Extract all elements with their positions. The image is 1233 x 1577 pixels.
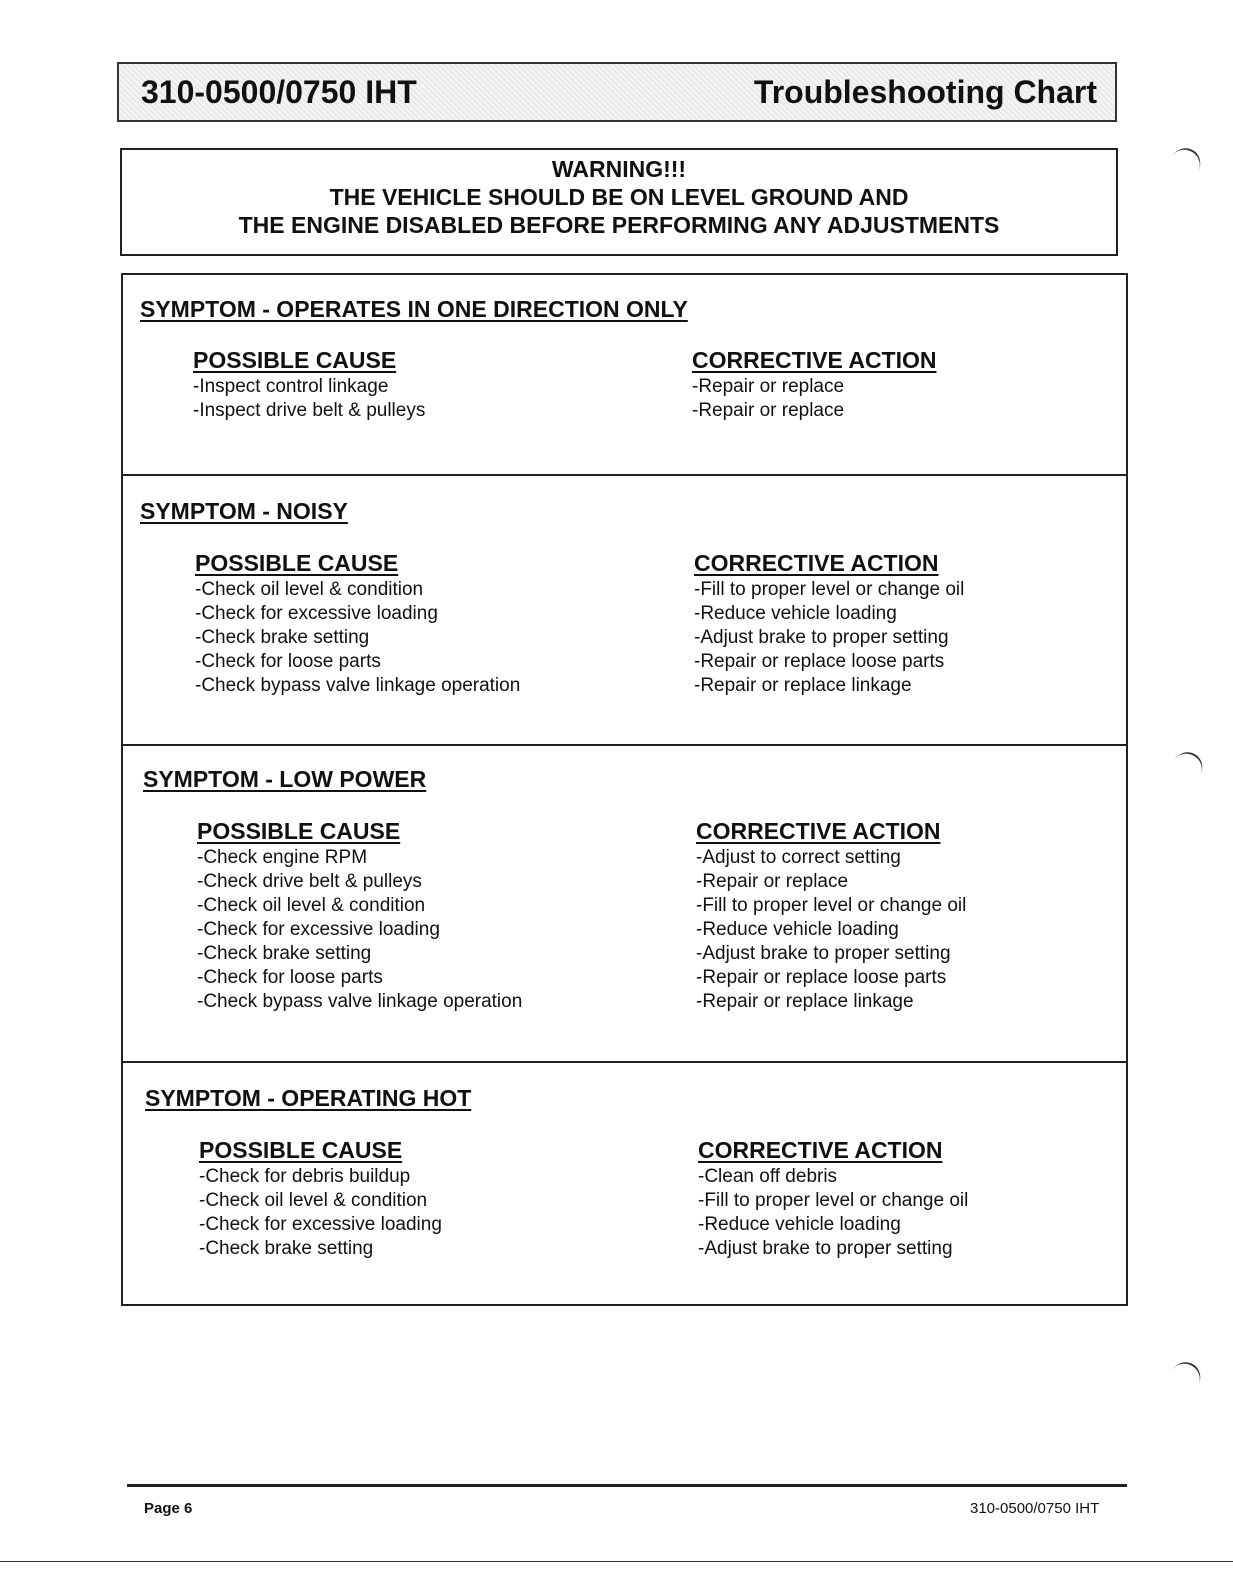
- action-item: -Repair or replace: [696, 871, 849, 892]
- cause-item: -Check brake setting: [195, 627, 370, 648]
- action-item: -Fill to proper level or change oil: [696, 895, 967, 916]
- cause-item: -Check engine RPM: [197, 847, 368, 868]
- cause-item: -Inspect drive belt & pulleys: [193, 400, 426, 421]
- cause-item: -Check bypass valve linkage operation: [197, 991, 523, 1012]
- punch-hole-mark: [1164, 143, 1206, 186]
- symptom-title: SYMPTOM - LOW POWER: [143, 766, 427, 792]
- action-heading: CORRECTIVE ACTION: [692, 347, 937, 373]
- action-item: -Fill to proper level or change oil: [694, 579, 965, 600]
- action-item: -Reduce vehicle loading: [696, 919, 899, 940]
- action-column: [698, 1135, 968, 1261]
- cause-item: -Check bypass valve linkage operation: [195, 675, 521, 696]
- cause-item: -Check for debris buildup: [199, 1166, 411, 1187]
- cause-heading: POSSIBLE CAUSE: [197, 818, 401, 844]
- action-item: -Adjust brake to proper setting: [696, 943, 951, 964]
- action-item: -Clean off debris: [698, 1166, 838, 1187]
- action-item: -Adjust to correct setting: [696, 847, 901, 868]
- cause-item: -Check oil level & condition: [195, 579, 424, 600]
- cause-item: -Check brake setting: [197, 943, 372, 964]
- action-item: -Repair or replace loose parts: [696, 967, 947, 988]
- bottom-divider: [0, 1561, 1233, 1562]
- action-item: -Repair or replace linkage: [696, 991, 914, 1012]
- action-heading: CORRECTIVE ACTION: [696, 818, 941, 844]
- symptom-section: [123, 744, 1126, 1061]
- warning-line-2: THE ENGINE DISABLED BEFORE PERFORMING ANY ADJUSTMENTS: [238, 212, 1000, 238]
- cause-item: -Check for excessive loading: [195, 603, 438, 624]
- symptom-title: SYMPTOM - OPERATING HOT: [145, 1085, 472, 1111]
- footer-model: 310-0500/0750 IHT: [970, 1500, 1100, 1517]
- action-item: -Repair or replace linkage: [694, 675, 912, 696]
- action-heading: CORRECTIVE ACTION: [694, 550, 939, 576]
- cause-item: -Check brake setting: [199, 1238, 374, 1259]
- page-number: Page 6: [144, 1500, 193, 1517]
- symptom-table: [121, 273, 1128, 1306]
- cause-column: [199, 1135, 442, 1261]
- warning-line-1: THE VEHICLE SHOULD BE ON LEVEL GROUND AND: [329, 184, 909, 210]
- symptom-section: [123, 275, 1126, 474]
- symptom-title: SYMPTOM - NOISY: [140, 498, 348, 524]
- punch-hole-mark: [1166, 747, 1208, 790]
- warning-heading: WARNING!!!: [551, 156, 687, 182]
- action-column: [696, 816, 966, 1014]
- cause-item: -Check oil level & condition: [197, 895, 426, 916]
- action-heading: CORRECTIVE ACTION: [698, 1137, 943, 1163]
- symptom-section: [123, 1061, 1126, 1306]
- model-title: 310-0500/0750 IHT: [141, 74, 417, 110]
- cause-item: -Check for excessive loading: [199, 1214, 442, 1235]
- action-item: -Repair or replace: [692, 400, 845, 421]
- action-item: -Repair or replace: [692, 376, 845, 397]
- action-item: -Fill to proper level or change oil: [698, 1190, 969, 1211]
- header-bar: [117, 62, 1117, 122]
- action-item: -Adjust brake to proper setting: [698, 1238, 953, 1259]
- action-item: -Reduce vehicle loading: [698, 1214, 901, 1235]
- footer-rule: [127, 1484, 1127, 1487]
- action-item: -Adjust brake to proper setting: [694, 627, 949, 648]
- cause-item: -Check for loose parts: [197, 967, 383, 988]
- cause-item: -Check for loose parts: [195, 651, 381, 672]
- cause-item: -Check oil level & condition: [199, 1190, 428, 1211]
- action-item: -Reduce vehicle loading: [694, 603, 897, 624]
- cause-item: -Check drive belt & pulleys: [197, 871, 422, 892]
- cause-heading: POSSIBLE CAUSE: [193, 347, 397, 373]
- cause-heading: POSSIBLE CAUSE: [199, 1137, 403, 1163]
- cause-column: [197, 816, 522, 1014]
- cause-column: [195, 548, 520, 698]
- cause-item: -Check for excessive loading: [197, 919, 440, 940]
- page-title: Troubleshooting Chart: [753, 74, 1097, 110]
- cause-item: -Inspect control linkage: [193, 376, 389, 397]
- punch-hole-mark: [1164, 1357, 1206, 1400]
- cause-column: [193, 345, 425, 423]
- warning-box: [120, 148, 1118, 256]
- action-item: -Repair or replace loose parts: [694, 651, 945, 672]
- symptom-section: [123, 474, 1126, 744]
- cause-heading: POSSIBLE CAUSE: [195, 550, 399, 576]
- action-column: [694, 548, 964, 698]
- action-column: [692, 345, 937, 423]
- symptom-title: SYMPTOM - OPERATES IN ONE DIRECTION ONLY: [140, 296, 688, 322]
